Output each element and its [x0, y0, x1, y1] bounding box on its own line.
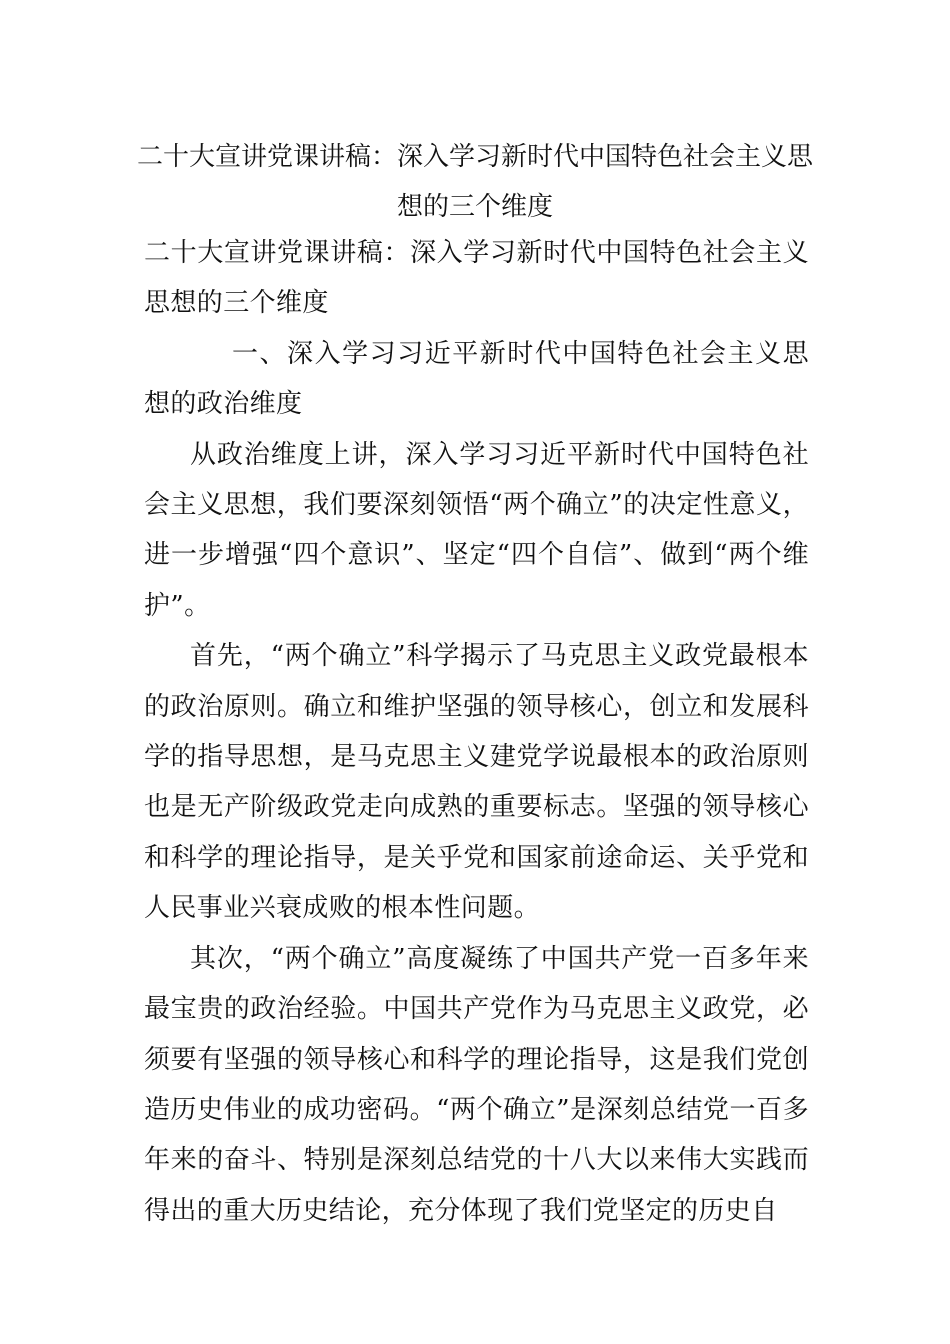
title-repeat: 二十大宣讲党课讲稿：深入学习新时代中国特色社会主义思想的三个维度: [144, 238, 809, 319]
paragraph: 从政治维度上讲，深入学习习近平新时代中国特色社会主义思想，我们要深刻领悟“两个确立”的决定性意义，进一步增强“四个意识”、坚定“四个自信”、做到“两个维护”。: [144, 439, 809, 621]
paragraph: 首先，“两个确立”科学揭示了马克思主义政党最根本的政治原则。确立和维护坚强的领导核心，创立和发展科学的指导思想，是马克思主义建党学说最根本的政治原则也是无产阶级政党走向成熟的重要标志。坚强的领导核心和科学的理论指导，是关乎党和国家前途命运、关乎党和人民事业兴衰成败的根本性问题。: [144, 641, 809, 924]
section-heading: 一、深入学习习近平新时代中国特色社会主义思想的政治维度: [144, 338, 809, 420]
paragraph: 其次，“两个确立”高度凝练了中国共产党一百多年来最宝贵的政治经验。中国共产党作为马克思主义政党，必须要有坚强的领导核心和科学的理论指导，这是我们党创造历史伟业的成功密码。“两个确立”是深刻总结党一百多年来的奋斗、特别是深刻总结党的十八大以来伟大实践而得出的重大历史结论，充分体现了我们党坚定的历史自: [144, 943, 809, 1226]
document-body: [144, 228, 809, 1236]
document-title: 二十大宣讲党课讲稿：深入学习新时代中国特色社会主义思想的三个维度: [136, 142, 813, 222]
